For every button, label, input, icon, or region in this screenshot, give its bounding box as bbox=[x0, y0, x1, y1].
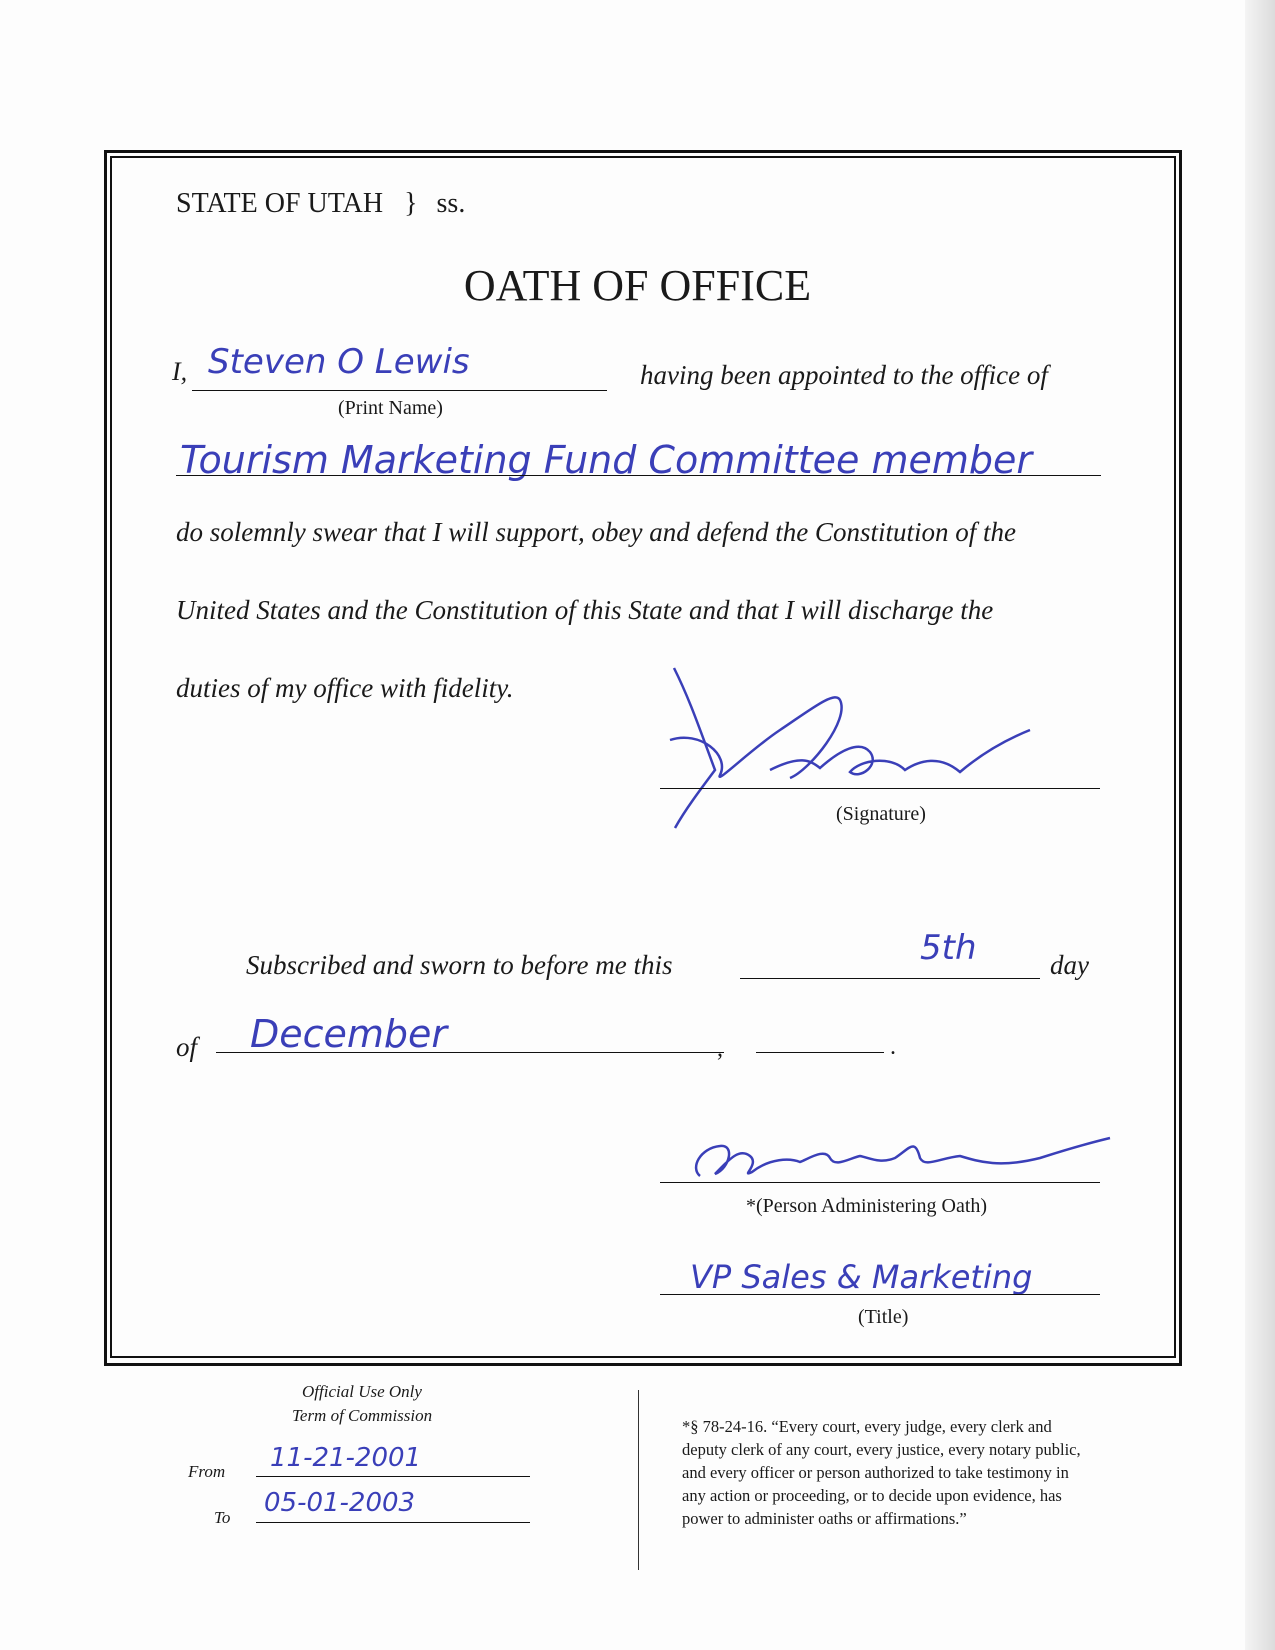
handwritten-office: Tourism Marketing Fund Committee member bbox=[180, 438, 1032, 482]
oath-line-2: United States and the Constitution of this State and that I will discharge the bbox=[176, 595, 994, 625]
appointed-text: having been appointed to the office of bbox=[640, 360, 1048, 390]
month-line bbox=[216, 1052, 724, 1053]
day-label: day bbox=[1050, 950, 1089, 980]
handwritten-day: 5th bbox=[920, 928, 977, 968]
handwritten-admin-title: VP Sales & Marketing bbox=[690, 1258, 1033, 1296]
oath-line-1: do solemnly swear that I will support, obey and defend the Constitution of the bbox=[176, 517, 1016, 547]
from-label: From bbox=[188, 1462, 226, 1481]
footnote-line: and every officer or person authorized to take testimony in bbox=[682, 1463, 1069, 1482]
oath-line-3: duties of my office with fidelity. bbox=[176, 673, 514, 703]
day-line bbox=[740, 978, 1040, 979]
state-line: STATE OF UTAH } ss. bbox=[176, 188, 466, 219]
from-line bbox=[256, 1476, 530, 1477]
footnote-line: power to administer oaths or affirmations.” bbox=[682, 1509, 967, 1528]
year-line bbox=[756, 1052, 884, 1053]
footnote bbox=[682, 1415, 1081, 1530]
page-title: OATH OF OFFICE bbox=[463, 261, 812, 310]
print-name-line bbox=[192, 390, 607, 391]
scan-edge bbox=[1245, 0, 1275, 1650]
section-divider bbox=[638, 1390, 639, 1570]
signature-label: (Signature) bbox=[836, 803, 926, 825]
title-label: (Title) bbox=[858, 1306, 909, 1328]
to-line bbox=[256, 1522, 530, 1523]
handwritten-term-from: 11-21-2001 bbox=[270, 1443, 422, 1473]
footnote-line: any action or proceeding, or to decide upon evidence, has bbox=[682, 1486, 1062, 1505]
administering-line bbox=[660, 1182, 1100, 1183]
to-label: To bbox=[214, 1508, 231, 1527]
footnote-line: deputy clerk of any court, every justice, every notary public, bbox=[682, 1440, 1081, 1459]
official-use-heading: Official Use Only bbox=[302, 1382, 422, 1401]
signature-line bbox=[660, 788, 1100, 789]
period: . bbox=[890, 1034, 896, 1060]
administering-signature bbox=[680, 1128, 1120, 1188]
print-name-label: (Print Name) bbox=[338, 397, 443, 419]
title-line bbox=[660, 1294, 1100, 1295]
administering-label: *(Person Administering Oath) bbox=[746, 1195, 988, 1217]
i-prefix: I, bbox=[172, 357, 188, 386]
office-line bbox=[176, 475, 1101, 476]
footnote-line: *§ 78-24-16. “Every court, every judge, every clerk and bbox=[682, 1417, 1052, 1436]
comma: , bbox=[717, 1036, 723, 1062]
of-label: of bbox=[176, 1032, 198, 1062]
handwritten-term-to: 05-01-2003 bbox=[264, 1488, 416, 1518]
handwritten-print-name: Steven O Lewis bbox=[208, 342, 470, 382]
subscribed-text: Subscribed and sworn to before me this bbox=[246, 950, 673, 980]
term-heading: Term of Commission bbox=[292, 1406, 433, 1425]
handwritten-month: December bbox=[250, 1012, 448, 1056]
